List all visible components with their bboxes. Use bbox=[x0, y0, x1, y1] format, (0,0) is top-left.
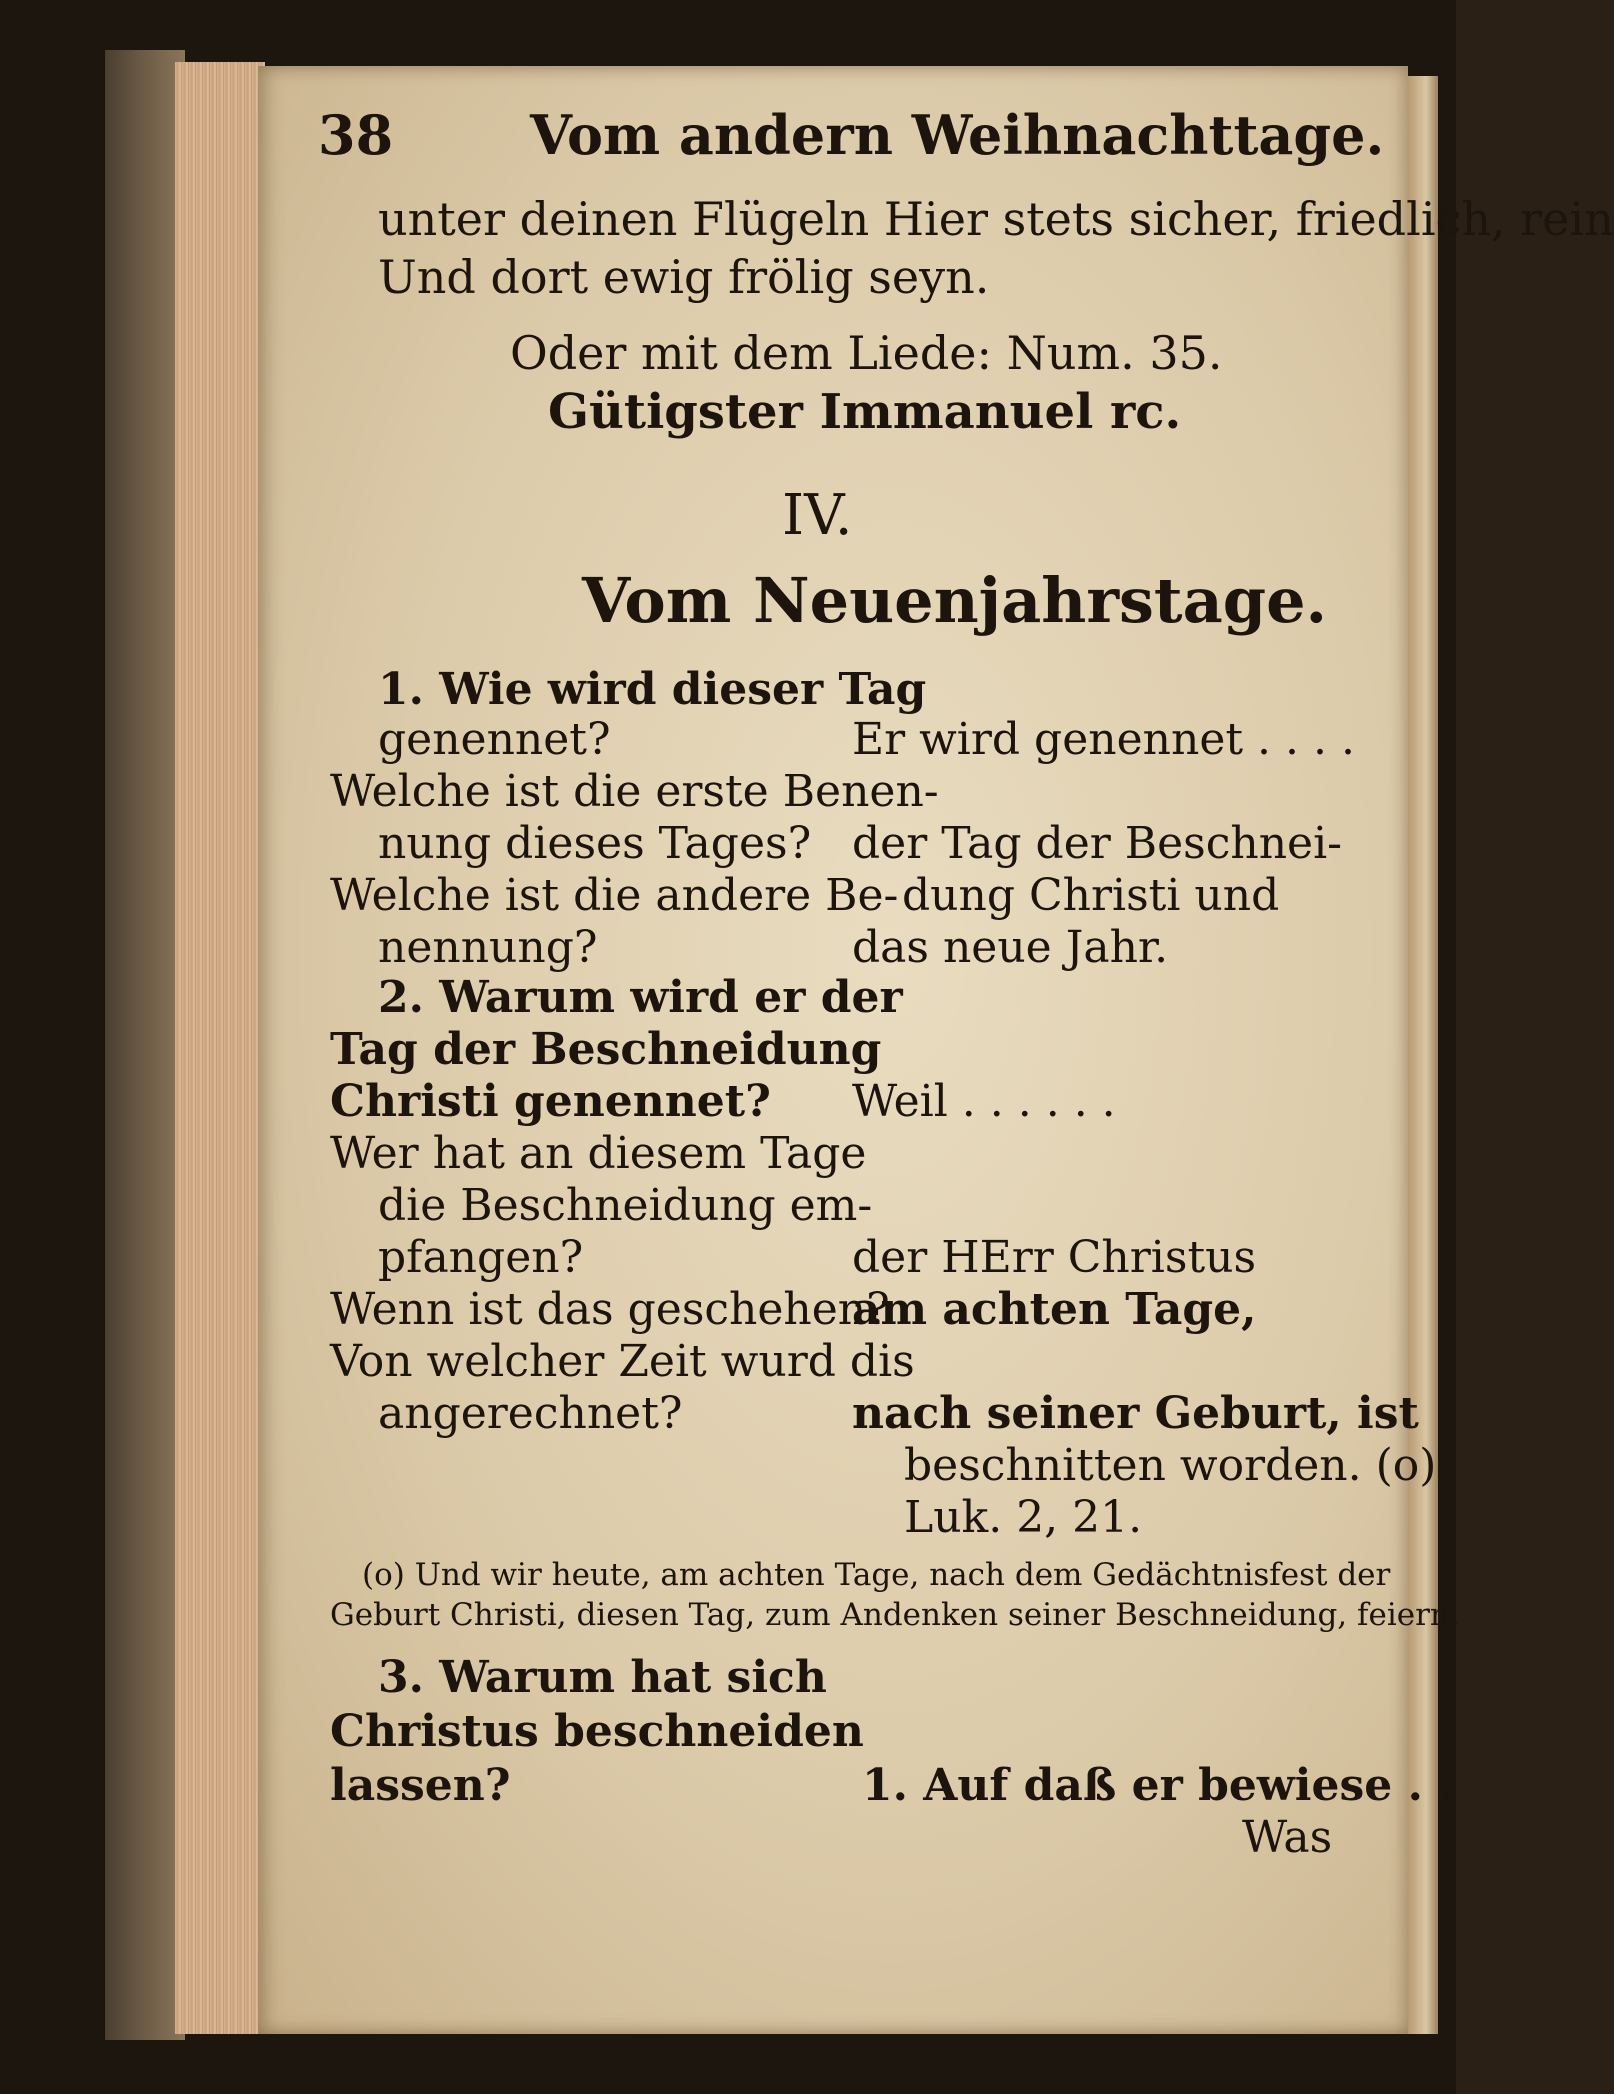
question-line: 1. Wie wird dieser Tag bbox=[378, 664, 927, 715]
question-line: nennung? bbox=[378, 922, 598, 973]
question-line: Wer hat an diesem Tage bbox=[330, 1128, 867, 1179]
question-line: Welche ist die andere Be- bbox=[330, 870, 899, 921]
hymn-reference: Oder mit dem Liede: Num. 35. bbox=[510, 326, 1223, 380]
question-3-line-3: lassen? bbox=[330, 1760, 511, 1811]
page-stack-edge bbox=[175, 62, 265, 2034]
section-title: Vom Neuenjahrstage. bbox=[582, 564, 1328, 637]
running-head: Vom andern Weihnachttage. bbox=[530, 103, 1385, 167]
question-line: Wenn ist das geschehen? bbox=[330, 1284, 890, 1335]
answer-line: Luk. 2, 21. bbox=[904, 1492, 1143, 1543]
answer-line: der HErr Christus bbox=[852, 1232, 1257, 1283]
answer-line: der Tag der Beschnei- bbox=[852, 818, 1343, 869]
intro-line-2: Und dort ewig frölig seyn. bbox=[378, 250, 990, 304]
question-line: Christi genennet? bbox=[330, 1076, 771, 1127]
question-3-line-1: 3. Warum hat sich bbox=[378, 1652, 827, 1703]
intro-line-1: unter deinen Flügeln Hier stets sicher, friedlich, rein bbox=[378, 192, 1614, 246]
question-line: Tag der Beschneidung bbox=[330, 1024, 882, 1075]
answer-3: 1. Auf daß er bewiese . . bbox=[862, 1760, 1454, 1811]
answer-line: Weil . . . . . . bbox=[852, 1076, 1116, 1127]
catchword: Was bbox=[1242, 1812, 1333, 1863]
answer-line: am achten Tage, bbox=[852, 1284, 1257, 1335]
question-3-line-2: Christus beschneiden bbox=[330, 1706, 864, 1757]
question-line: 2. Warum wird er der bbox=[378, 972, 903, 1023]
section-numeral: IV. bbox=[782, 483, 853, 548]
question-line: pfangen? bbox=[378, 1232, 584, 1283]
hymn-title: Gütigster Immanuel rc. bbox=[548, 384, 1182, 440]
answer-line: dung Christi und bbox=[902, 870, 1280, 921]
page-number: 38 bbox=[318, 103, 394, 167]
question-line: Welche ist die erste Benen- bbox=[330, 766, 939, 817]
question-line: nung dieses Tages? bbox=[378, 818, 812, 869]
facing-page-edge bbox=[1408, 76, 1438, 2034]
question-line: die Beschneidung em- bbox=[378, 1180, 873, 1231]
question-line: Von welcher Zeit wurd dis bbox=[330, 1336, 915, 1387]
answer-line: das neue Jahr. bbox=[852, 922, 1169, 973]
question-line: genennet? bbox=[378, 714, 611, 765]
answer-line: nach seiner Geburt, ist bbox=[852, 1388, 1419, 1439]
question-line: angerechnet? bbox=[378, 1388, 683, 1439]
book-cover-edge bbox=[105, 50, 185, 2040]
footnote-line-1: (o) Und wir heute, am achten Tage, nach dem Gedächtnisfest der bbox=[362, 1557, 1391, 1593]
answer-line: Er wird genennet . . . . bbox=[852, 714, 1355, 765]
answer-line: beschnitten worden. (o) bbox=[904, 1440, 1437, 1491]
footnote-line-2: Geburt Christi, diesen Tag, zum Andenken seiner Beschneidung, feiern. bbox=[330, 1597, 1460, 1633]
